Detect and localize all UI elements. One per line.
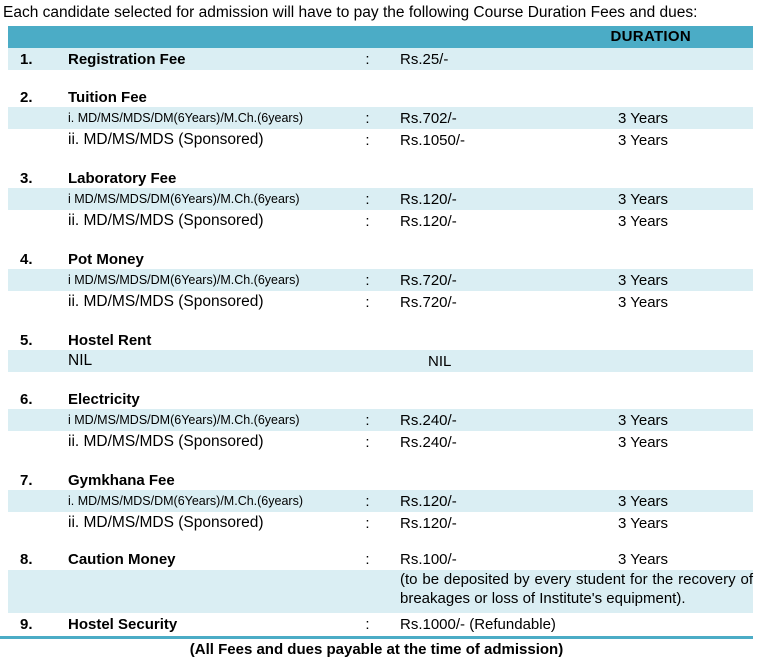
fee-amount: Rs.240/- <box>400 433 457 451</box>
fee-name: Laboratory Fee <box>68 169 177 187</box>
fee-name: Pot Money <box>68 250 144 268</box>
colon: : <box>365 271 370 289</box>
fee-duration: 3 Years <box>618 271 669 289</box>
fee-duration: 3 Years <box>618 293 669 311</box>
fees-table <box>8 26 753 635</box>
section-header-row <box>8 87 753 107</box>
fee-name: Hostel Rent <box>68 331 152 349</box>
colon: : <box>365 433 370 451</box>
row-laboratory-general <box>8 188 753 210</box>
fee-amount: Rs.720/- <box>400 293 457 311</box>
section-header-row <box>8 389 753 409</box>
section-pot-money <box>8 249 753 313</box>
row-pot-money-sponsored <box>8 291 753 313</box>
section-caution-money <box>8 548 753 613</box>
fee-item-label: ii. MD/MS/MDS (Sponsored) <box>68 433 264 450</box>
fee-number: 9. <box>20 615 33 633</box>
fee-item-label: i. MD/MS/MDS/DM(6Years)/M.Ch.(6years) <box>68 494 303 508</box>
section-header-row <box>8 249 753 269</box>
fee-item-label: i. MD/MS/MDS/DM(6Years)/M.Ch.(6years) <box>68 111 303 125</box>
colon: : <box>365 190 370 208</box>
fee-number: 1. <box>20 50 33 68</box>
row-tuition-general <box>8 107 753 129</box>
row-tuition-sponsored <box>8 129 753 151</box>
fee-amount: Rs.1000/- (Refundable) <box>400 615 556 633</box>
fee-amount: Rs.120/- <box>400 514 457 532</box>
row-caution-money <box>8 548 753 570</box>
fee-amount: Rs.120/- <box>400 190 457 208</box>
fee-item-label: i MD/MS/MDS/DM(6Years)/M.Ch.(6years) <box>68 273 300 287</box>
fee-item-label: ii. MD/MS/MDS (Sponsored) <box>68 293 264 310</box>
fee-duration: 3 Years <box>618 212 669 230</box>
section-header-row <box>8 470 753 490</box>
fee-duration: 3 Years <box>618 514 669 532</box>
colon: : <box>365 131 370 149</box>
fee-name: Caution Money <box>68 550 176 568</box>
fee-number: 7. <box>20 471 33 489</box>
colon: : <box>365 615 370 633</box>
section-electricity <box>8 389 753 453</box>
row-gymkhana-sponsored <box>8 512 753 534</box>
colon: : <box>365 109 370 127</box>
colon: : <box>365 293 370 311</box>
section-header-row <box>8 168 753 188</box>
fee-amount: Rs.120/- <box>400 212 457 230</box>
fee-amount: Rs.720/- <box>400 271 457 289</box>
fee-item-label: ii. MD/MS/MDS (Sponsored) <box>68 212 264 229</box>
fee-duration: 3 Years <box>618 190 669 208</box>
row-laboratory-sponsored <box>8 210 753 232</box>
fee-amount: Rs.100/- <box>400 550 457 568</box>
fee-number: 4. <box>20 250 33 268</box>
fee-name: Registration Fee <box>68 50 186 68</box>
page-title: Each candidate selected for admission will have to pay the following Course Duration Fees and dues: <box>3 4 698 21</box>
row-hostel-security <box>8 613 753 635</box>
caution-note: (to be deposited by every student for the recovery of breakages or loss of Institute's equipment). <box>400 571 753 607</box>
fee-item-label: i MD/MS/MDS/DM(6Years)/M.Ch.(6years) <box>68 413 300 427</box>
fee-amount: Rs.25/- <box>400 50 449 68</box>
fee-item-label: ii. MD/MS/MDS (Sponsored) <box>68 131 264 148</box>
nil-amount: NIL <box>428 352 452 370</box>
fee-number: 8. <box>20 550 33 568</box>
colon: : <box>365 411 370 429</box>
colon: : <box>365 514 370 532</box>
fee-amount: Rs.120/- <box>400 492 457 510</box>
fee-amount: Rs.702/- <box>400 109 457 127</box>
section-header-row <box>8 330 753 350</box>
duration-column-header: DURATION <box>8 26 753 48</box>
fee-duration: 3 Years <box>618 492 669 510</box>
fee-number: 6. <box>20 390 33 408</box>
fee-item-label: i MD/MS/MDS/DM(6Years)/M.Ch.(6years) <box>68 192 300 206</box>
section-hostel-rent <box>8 330 753 372</box>
fee-duration: 3 Years <box>618 109 669 127</box>
row-gymkhana-general <box>8 490 753 512</box>
fee-duration: 3 Years <box>618 411 669 429</box>
section-gymkhana-fee <box>8 470 753 534</box>
row-registration-fee <box>8 48 753 70</box>
fee-name: Hostel Security <box>68 615 178 633</box>
fee-name: Gymkhana Fee <box>68 471 175 489</box>
fee-number: 5. <box>20 331 33 349</box>
footer-note: (All Fees and dues payable at the time of admission) <box>189 641 564 658</box>
nil-label: NIL <box>68 352 93 369</box>
fee-name: Tuition Fee <box>68 88 147 106</box>
row-hostel-rent-nil <box>8 350 753 372</box>
fee-duration: 3 Years <box>618 550 669 568</box>
section-laboratory-fee <box>8 168 753 232</box>
colon: : <box>365 550 370 568</box>
row-pot-money-general <box>8 269 753 291</box>
section-tuition-fee <box>8 87 753 151</box>
fee-duration: 3 Years <box>618 131 669 149</box>
colon: : <box>365 50 370 68</box>
colon: : <box>365 492 370 510</box>
fee-amount: Rs.1050/- <box>400 131 466 149</box>
fee-amount: Rs.240/- <box>400 411 457 429</box>
fee-item-label: ii. MD/MS/MDS (Sponsored) <box>68 514 264 531</box>
row-electricity-general <box>8 409 753 431</box>
fee-number: 2. <box>20 88 33 106</box>
row-electricity-sponsored <box>8 431 753 453</box>
colon: : <box>365 212 370 230</box>
fee-name: Electricity <box>68 390 140 408</box>
fee-duration: 3 Years <box>618 433 669 451</box>
row-caution-note <box>8 570 753 613</box>
fee-number: 3. <box>20 169 33 187</box>
